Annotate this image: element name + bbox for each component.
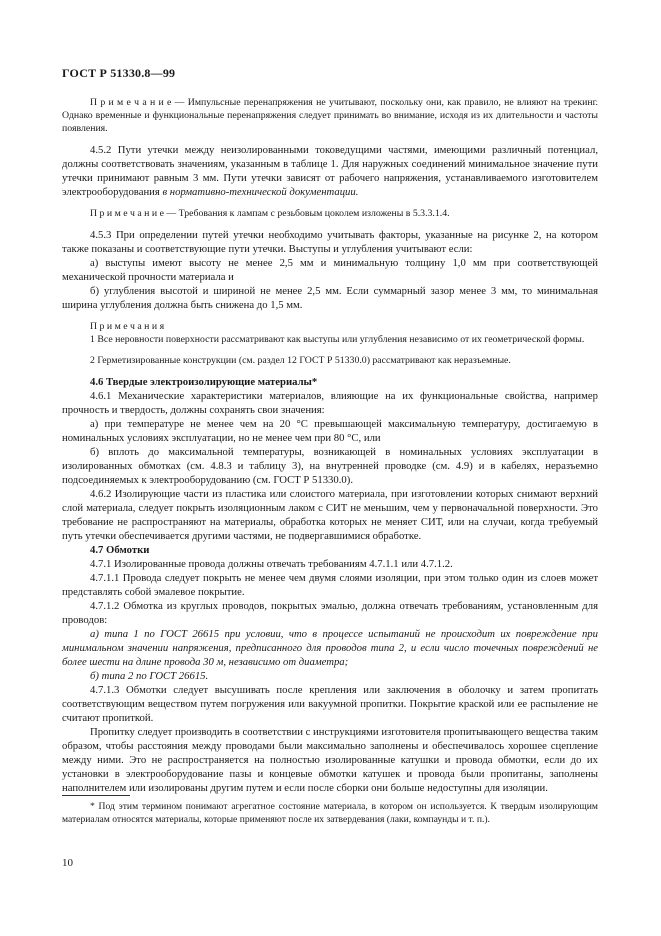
- note-text: Импульсные перенапряжения не учитывают, поскольку они, как правило, не влияют на трекинг. Однако временные и функциональные перенапряжения следует принимать во внимание, исходя из их длительности и частоты появления.: [62, 97, 598, 134]
- page-number: 10: [62, 857, 73, 869]
- paragraph-4-6-1-b: б) вплоть до максимальной температуры, возникающей в номинальных условиях эксплуатации в изолированных обмотках (см. 4.8.3 и таблицу 3), на внутренней проводке (см. 4.9) и в кабелях, неразъемно подсоединяемых к электрооборудованию (см. ГОСТ Р 51330.0).: [62, 446, 598, 486]
- note-text: Требования к лампам с резьбовым цоколем изложены в 5.3.3.1.4.: [176, 208, 450, 219]
- paragraph-italic-text: а) типа 1 по ГОСТ 26615 при условии, что в процессе испытаний не происходит их повреждение при минимальном значении напряжения, предписанного для проводов типа 2, и если число точечных повреждений не более шести на длине провода 30 м, независимо от диаметра;: [62, 628, 598, 668]
- paragraph-4-5-3-b: б) углубления высотой и шириной не менее 2,5 мм. Если суммарный зазор менее 3 мм, то минимальная ширина углубления должна быть снижена до 1,5 мм.: [62, 285, 598, 311]
- footnote-divider: [62, 795, 130, 796]
- footnote: * Под этим термином понимают агрегатное состояние материала, в котором он используется. К твердым изолирующим материалам относятся материалы, которые применяют после их затвердевания (лаки, компаунды и т. п.).: [62, 801, 598, 825]
- notes-label: П р и м е ч а н и я: [90, 321, 165, 332]
- paragraph-text: 4.5.2 Пути утечки между неизолированными токоведущими частями, имеющими различный потенциал, должны соответствовать значениям, указанным в таблице 1. Для наружных соединений минимальное значение пути утечки принимают равным 3 мм. Пути утечки зависят от рабочего напряжения, устанавливаемого изготовителем электрооборудования: [62, 144, 598, 198]
- paragraph-4-7-1: 4.7.1 Изолированные провода должны отвечать требованиям 4.7.1.1 или 4.7.1.2.: [90, 558, 453, 570]
- paragraph-4-5-2: [62, 143, 598, 199]
- paragraph-4-6-1-a: а) при температуре не менее чем на 20 °С превышающей максимальную температуру, достигаемую в номинальных условиях эксплуатации, но не менее чем при 80 °С, или: [62, 418, 598, 444]
- paragraph-4-5-3: 4.5.3 При определении путей утечки необходимо учитывать факторы, указанные на рисунке 2, на котором также показаны и соответствующие пути утечки. Выступы и углубления учитывают если:: [62, 229, 598, 255]
- paragraph-4-5-3-a: а) выступы имеют высоту не менее 2,5 мм и минимальную толщину 1,0 мм при соответствующей механической прочности материала и: [62, 257, 598, 283]
- note-lamps: [62, 207, 598, 220]
- note-impulse-overvoltage: [62, 96, 598, 135]
- paragraph-4-6-2: 4.6.2 Изолирующие части из пластика или слоистого материала, при изготовлении которых снимают верхний слой материала, следует покрыть изоляционным лаком с СИТ не меньшим, чем у первоначальной поверхности. Это требование не распространяют на материалы, обработка которых не меняет СИТ, или на случаи, когда требуемый путь утечки обеспечивается другими частями, не подвергавшимися обработке.: [62, 488, 598, 542]
- section-heading-4-7: 4.7 Обмотки: [90, 544, 150, 556]
- paragraph-italic-text: б) типа 2 по ГОСТ 26615.: [90, 670, 209, 682]
- paragraph-4-7-1-2-b: [62, 669, 598, 683]
- note-item-1: 1 Все неровности поверхности рассматривают как выступы или углубления независимо от их геометрической формы.: [90, 334, 585, 345]
- paragraph-4-7-1-1: 4.7.1.1 Провода следует покрыть не менее чем двумя слоями изоляции, при этом только один из слоев может представлять собой эмалевое покрытие.: [62, 572, 598, 598]
- note-item-2: 2 Герметизированные конструкции (см. раздел 12 ГОСТ Р 51330.0) рассматривают как неразъемные.: [90, 355, 511, 366]
- paragraph-italic-text: в нормативно-технической документации.: [162, 186, 359, 198]
- document-code-header: ГОСТ Р 51330.8—99: [62, 66, 176, 80]
- paragraph-4-6-1: 4.6.1 Механические характеристики материалов, влияющие на их функциональные свойства, например прочность и твердость, должны сохранять свои значения:: [62, 390, 598, 416]
- paragraph-4-7-1-2: 4.7.1.2 Обмотка из круглых проводов, покрытых эмалью, должна отвечать требованиям, установленным для проводов:: [62, 600, 598, 626]
- note-label: П р и м е ч а н и е —: [90, 97, 185, 108]
- page-content: [62, 96, 598, 795]
- note-label: П р и м е ч а н и е —: [90, 208, 177, 219]
- section-heading-4-6: 4.6 Твердые электроизолирующие материалы*: [90, 376, 318, 388]
- paragraph-4-7-1-3: 4.7.1.3 Обмотки следует высушивать после крепления или заключения в оболочку и затем пропитать соответствующим веществом путем погружения или вакуумной пропитки. Покрытие краской или ее распыление не считают пропиткой.: [62, 684, 598, 724]
- paragraph-4-7-1-2-a: [62, 627, 598, 669]
- paragraph-impregnation: Пропитку следует производить в соответствии с инструкциями изготовителя пропитывающего вещества таким образом, чтобы расстояния между проводами были максимально заполнены и обеспечивалось хорошее сцепление между ними. Это не распространяется на полностью изолированные катушки и провода обмотки, если до их установки в электрооборудование пазы и концевые обмотки катушек и провода были пропитаны, заполнены наполнителем или изолированы другим путем и если после сборки они больше недоступны для изоляции.: [62, 726, 598, 794]
